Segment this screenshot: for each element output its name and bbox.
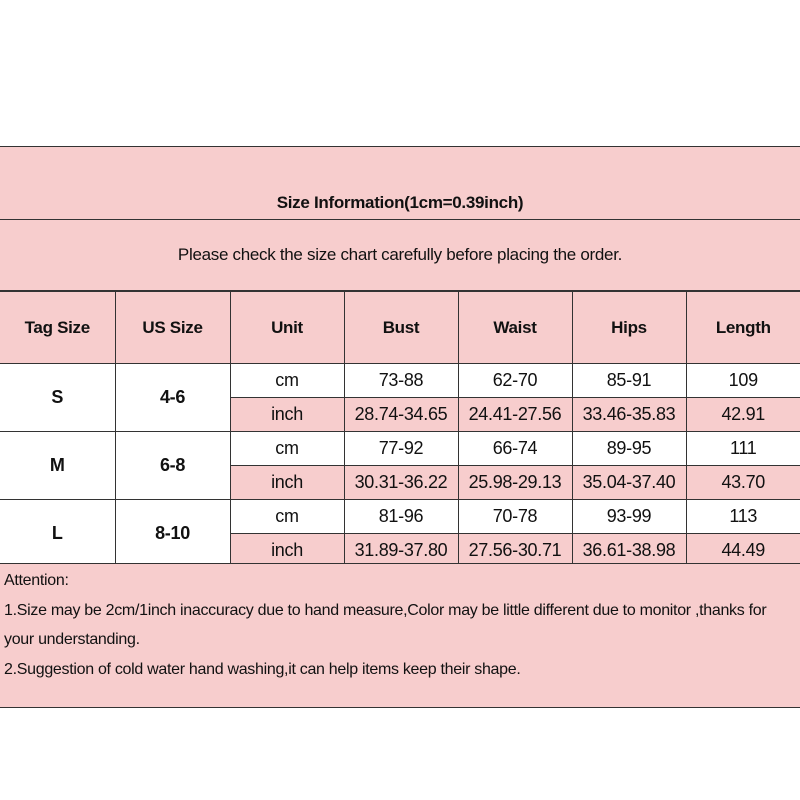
tag-size-cell: S [0, 364, 115, 432]
unit-cell: inch [230, 534, 344, 568]
bust-cell: 31.89-37.80 [344, 534, 458, 568]
hips-cell: 85-91 [572, 364, 686, 398]
header-unit: Unit [230, 292, 344, 364]
header-hips: Hips [572, 292, 686, 364]
us-size-cell: 8-10 [115, 500, 230, 568]
waist-cell: 25.98-29.13 [458, 466, 572, 500]
notes-line-1: 1.Size may be 2cm/1inch inaccuracy due to hand measure,Color may be little different due to monitor ,thanks for [4, 601, 767, 619]
waist-cell: 24.41-27.56 [458, 398, 572, 432]
unit-cell: inch [230, 466, 344, 500]
us-size-cell: 4-6 [115, 364, 230, 432]
attention-notes [0, 563, 800, 707]
table-header-row [0, 292, 800, 364]
table-row [0, 364, 800, 398]
length-cell: 109 [686, 364, 800, 398]
us-size-cell: 6-8 [115, 432, 230, 500]
waist-cell: 70-78 [458, 500, 572, 534]
unit-cell: cm [230, 500, 344, 534]
notes-line-2: 2.Suggestion of cold water hand washing,it can help items keep their shape. [4, 660, 521, 678]
waist-cell: 27.56-30.71 [458, 534, 572, 568]
bust-cell: 77-92 [344, 432, 458, 466]
header-waist: Waist [458, 292, 572, 364]
length-cell: 42.91 [686, 398, 800, 432]
chart-subtitle: Please check the size chart carefully before placing the order. [0, 220, 800, 291]
hips-cell: 89-95 [572, 432, 686, 466]
hips-cell: 35.04-37.40 [572, 466, 686, 500]
bust-cell: 30.31-36.22 [344, 466, 458, 500]
length-cell: 43.70 [686, 466, 800, 500]
size-table [0, 291, 800, 568]
notes-heading: Attention: [4, 572, 69, 589]
header-length: Length [686, 292, 800, 364]
chart-title: Size Information(1cm=0.39inch) [0, 147, 800, 220]
tag-size-cell: M [0, 432, 115, 500]
header-us-size: US Size [115, 292, 230, 364]
table-row [0, 432, 800, 466]
waist-cell: 62-70 [458, 364, 572, 398]
bust-cell: 73-88 [344, 364, 458, 398]
unit-cell: cm [230, 364, 344, 398]
notes-line-1-continued: your understanding. [4, 631, 140, 648]
bust-cell: 28.74-34.65 [344, 398, 458, 432]
waist-cell: 66-74 [458, 432, 572, 466]
tag-size-cell: L [0, 500, 115, 568]
unit-cell: inch [230, 398, 344, 432]
hips-cell: 36.61-38.98 [572, 534, 686, 568]
table-row [0, 500, 800, 534]
length-cell: 44.49 [686, 534, 800, 568]
hips-cell: 33.46-35.83 [572, 398, 686, 432]
bust-cell: 81-96 [344, 500, 458, 534]
hips-cell: 93-99 [572, 500, 686, 534]
header-bust: Bust [344, 292, 458, 364]
size-chart [0, 146, 800, 708]
length-cell: 113 [686, 500, 800, 534]
length-cell: 111 [686, 432, 800, 466]
unit-cell: cm [230, 432, 344, 466]
header-tag-size: Tag Size [0, 292, 115, 364]
